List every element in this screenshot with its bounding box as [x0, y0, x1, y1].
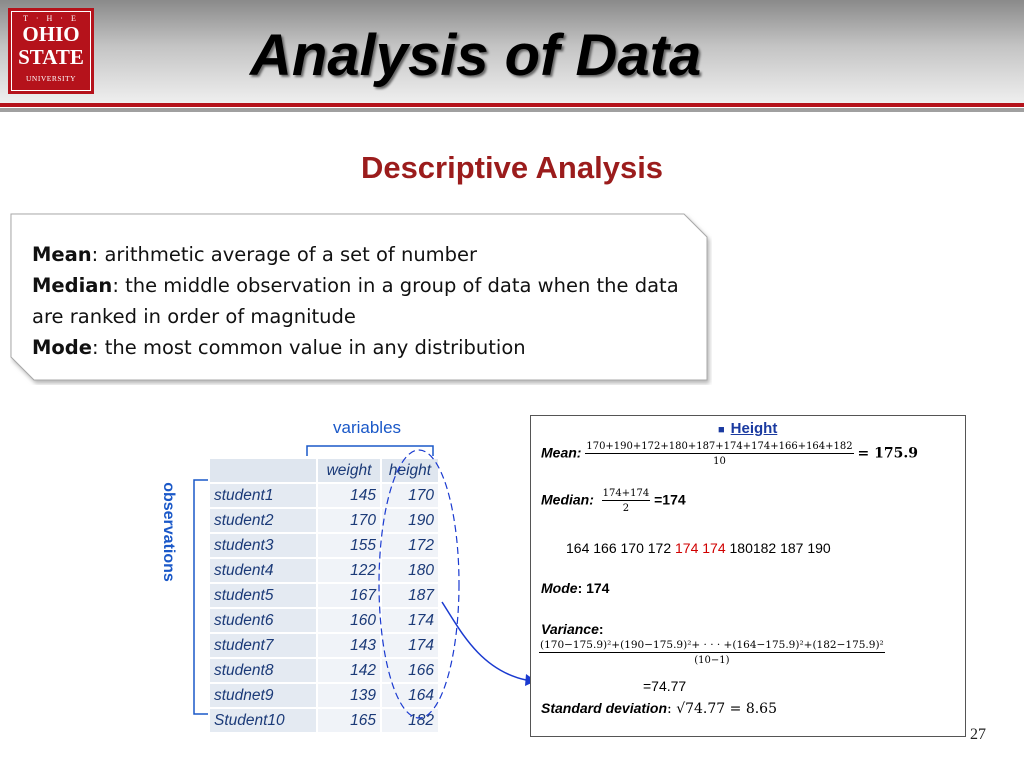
height-heading: ■ Height	[718, 420, 778, 437]
student-name-cell: student1	[210, 483, 317, 508]
weight-cell: 142	[317, 658, 381, 683]
student-name-cell: student2	[210, 508, 317, 533]
median-calculation: Median: $\frac{174+174}{2}$ =174	[541, 488, 686, 514]
definition-mode: Mode: the most common value in any distribution	[32, 336, 526, 359]
weight-cell: 170	[317, 508, 381, 533]
student-name-cell: student4	[210, 558, 317, 583]
height-cell: 182	[381, 708, 439, 733]
weight-cell: 160	[317, 608, 381, 633]
weight-cell: 167	[317, 583, 381, 608]
header-grey-rule	[0, 108, 1024, 112]
table-header-weight: weight	[317, 459, 381, 483]
height-cell: 164	[381, 683, 439, 708]
slide-subtitle: Descriptive Analysis	[360, 150, 664, 185]
weight-cell: 143	[317, 633, 381, 658]
student-name-cell: student6	[210, 608, 317, 633]
observations-label: observations	[160, 482, 177, 582]
definition-mean: Mean: arithmetic average of a set of number	[32, 243, 478, 266]
mode-calculation: Mode: 174	[541, 580, 610, 596]
median-fraction: $\frac{174+174}{2}$	[602, 488, 650, 514]
page-number: 27	[970, 726, 986, 743]
bullet-icon: ■	[718, 424, 725, 436]
student-name-cell: student5	[210, 583, 317, 608]
ohio-state-logo: T · H · E OHIO STATE UNIVERSITY	[8, 8, 94, 94]
height-cell: 172	[381, 533, 439, 558]
sorted-heights: 164 166 170 172 174 174 180182 187 190	[566, 540, 831, 556]
height-calculation-box	[530, 415, 966, 737]
weight-cell: 139	[317, 683, 381, 708]
weight-cell: 165	[317, 708, 381, 733]
connector-arrow	[440, 600, 540, 690]
height-cell: 174	[381, 608, 439, 633]
standard-deviation: Standard deviation: √74.77 = 8.65	[541, 700, 778, 717]
height-cell: 180	[381, 558, 439, 583]
height-cell: 190	[381, 508, 439, 533]
student-name-cell: studnet9	[210, 683, 317, 708]
header-red-rule	[0, 103, 1024, 107]
student-name-cell: student3	[210, 533, 317, 558]
definitions-text	[32, 239, 692, 363]
student-name-cell: student8	[210, 658, 317, 683]
variance-label: Variance:	[541, 621, 604, 637]
height-cell: 166	[381, 658, 439, 683]
definitions-box	[10, 213, 710, 381]
slide-title: Analysis of Data	[250, 23, 702, 88]
definition-median: Median: the middle observation in a group of data when the data are ranked in order of magnitude	[32, 274, 679, 328]
height-cell: 170	[381, 483, 439, 508]
student-name-cell: Student10	[210, 708, 317, 733]
mean-calculation: Mean: $\frac{170+190+172+180+187+174+174+166+164+182}{10}$ = 175.9	[541, 441, 918, 467]
mean-fraction: $\frac{170+190+172+180+187+174+174+166+164+182}{10}$	[586, 441, 853, 467]
variables-label: variables	[333, 418, 402, 437]
table-header-blank	[210, 459, 317, 483]
weight-cell: 122	[317, 558, 381, 583]
height-cell: 174	[381, 633, 439, 658]
observations-bracket	[186, 478, 210, 718]
variance-result: =74.77	[643, 678, 687, 694]
variance-fraction: $\frac{\text{(170−175.9)²+(190−175.9)²+ · · · +(164−175.9)²+(182−175.9)²}}{(10-1)}$	[540, 639, 884, 666]
weight-cell: 155	[317, 533, 381, 558]
weight-cell: 145	[317, 483, 381, 508]
table-header-height: height	[381, 459, 439, 483]
height-cell: 187	[381, 583, 439, 608]
student-name-cell: student7	[210, 633, 317, 658]
